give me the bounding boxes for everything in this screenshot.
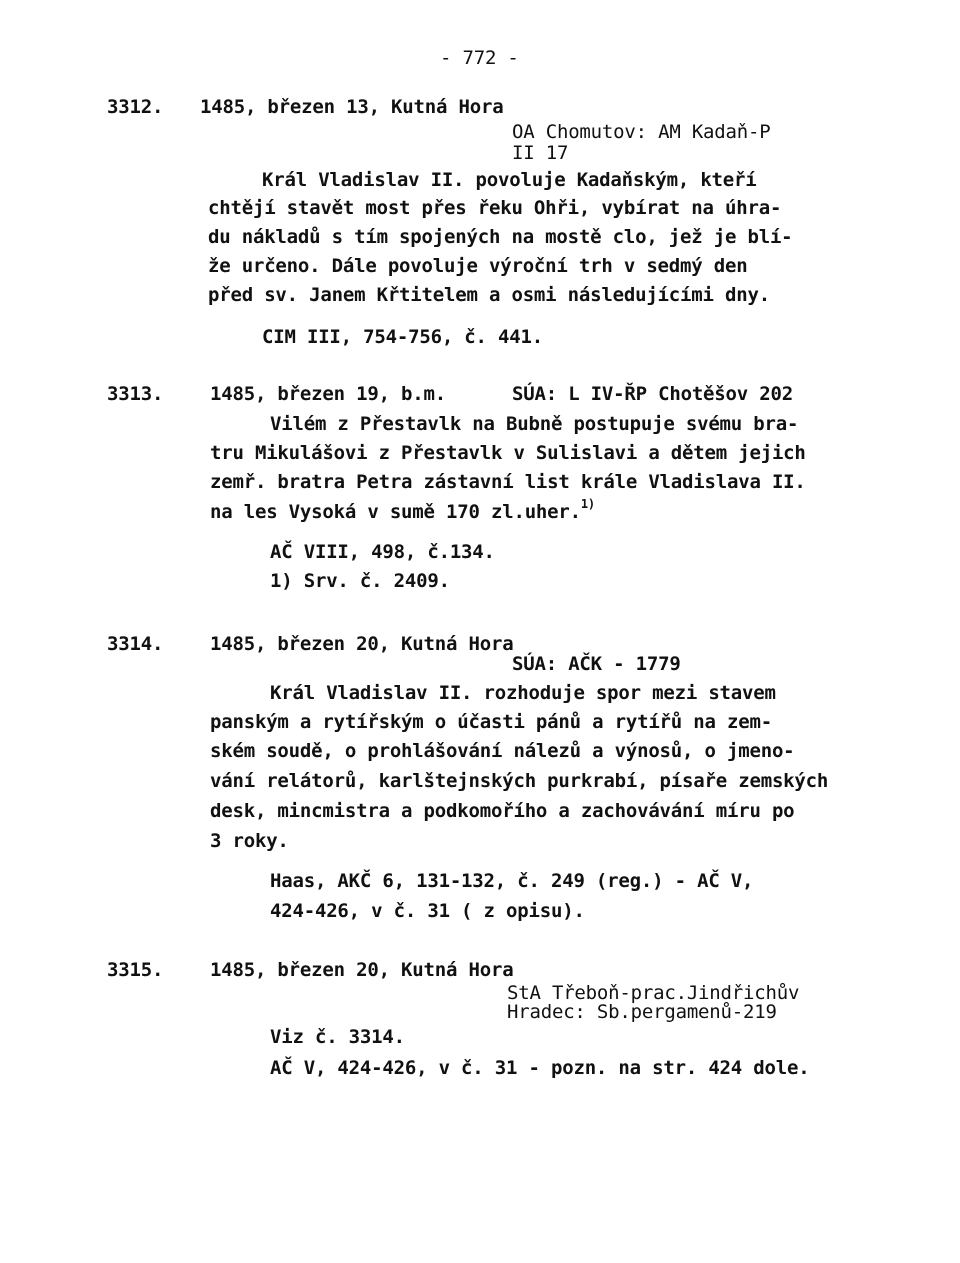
reference-line: AČ VIII, 498, č.134. bbox=[270, 541, 495, 563]
archive-line: II 17 bbox=[512, 142, 569, 164]
body-line: chtějí stavět most přes řeku Ohři, vybírat na úhra- bbox=[208, 197, 782, 219]
archive-line: StA Třeboň-prac.Jindřichův bbox=[507, 982, 800, 1004]
reference-line: CIM III, 754-756, č. 441. bbox=[262, 326, 543, 348]
page-number: - 772 - bbox=[440, 47, 519, 69]
entry-date-place: 1485, březen 19, b.m. bbox=[210, 383, 447, 405]
reference-line: Haas, AKČ 6, 131-132, č. 249 (reg.) - AČ V, bbox=[270, 870, 754, 892]
body-line: vání relátorů, karlštejnských purkrabí, písaře zemských bbox=[210, 770, 829, 792]
footnote-mark: 1) bbox=[580, 496, 595, 511]
body-line: před sv. Janem Křtitelem a osmi následujícími dny. bbox=[208, 284, 770, 306]
archive-line: SÚA: AČK - 1779 bbox=[512, 653, 681, 675]
body-line: 3 roky. bbox=[210, 830, 289, 852]
entry-number: 3313. bbox=[107, 383, 164, 405]
archive-line: OA Chomutov: AM Kadaň-P bbox=[512, 121, 771, 143]
body-line: že určeno. Dále povoluje výroční trh v sedmý den bbox=[208, 255, 748, 277]
reference-line: Viz č. 3314. bbox=[270, 1026, 405, 1048]
body-line bbox=[210, 498, 595, 527]
entry-date-place: 1485, březen 20, Kutná Hora bbox=[210, 633, 514, 655]
body-line: Král Vladislav II. rozhoduje spor mezi stavem bbox=[270, 682, 776, 704]
entry-date-place: 1485, březen 20, Kutná Hora bbox=[210, 959, 514, 981]
body-line: Vilém z Přestavlk na Bubně postupuje svému bra- bbox=[270, 413, 799, 435]
entry-number: 3312. bbox=[107, 96, 164, 118]
entry-date-place: 1485, březen 13, Kutná Hora bbox=[200, 96, 504, 118]
archive-line: Hradec: Sb.pergamenů-219 bbox=[507, 1001, 777, 1023]
entry-number: 3314. bbox=[107, 633, 164, 655]
entry-number: 3315. bbox=[107, 959, 164, 981]
body-line: ském soudě, o prohlášování nálezů a výnosů, o jmeno- bbox=[210, 740, 795, 762]
body-line: du nákladů s tím spojených na mostě clo, jež je blí- bbox=[208, 226, 793, 248]
reference-line: 424-426, v č. 31 ( z opisu). bbox=[270, 900, 585, 922]
body-line: panským a rytířským o účasti pánů a rytířů na zem- bbox=[210, 711, 772, 733]
footnote-line: 1) Srv. č. 2409. bbox=[270, 570, 450, 592]
archive-line: SÚA: L IV-ŘP Chotěšov 202 bbox=[512, 383, 793, 405]
body-line: zemř. bratra Petra zástavní list krále Vladislava II. bbox=[210, 471, 806, 493]
reference-line: AČ V, 424-426, v č. 31 - pozn. na str. 424 dole. bbox=[270, 1057, 810, 1079]
body-line: tru Mikulášovi z Přestavlk v Sulislavi a dětem jejich bbox=[210, 442, 806, 464]
body-line: desk, mincmistra a podkomořího a zachovávání míru po bbox=[210, 800, 795, 822]
body-line-text: na les Vysoká v sumě 170 zl.uher. bbox=[210, 501, 581, 523]
body-line: Král Vladislav II. povoluje Kadaňským, kteří bbox=[262, 169, 757, 191]
